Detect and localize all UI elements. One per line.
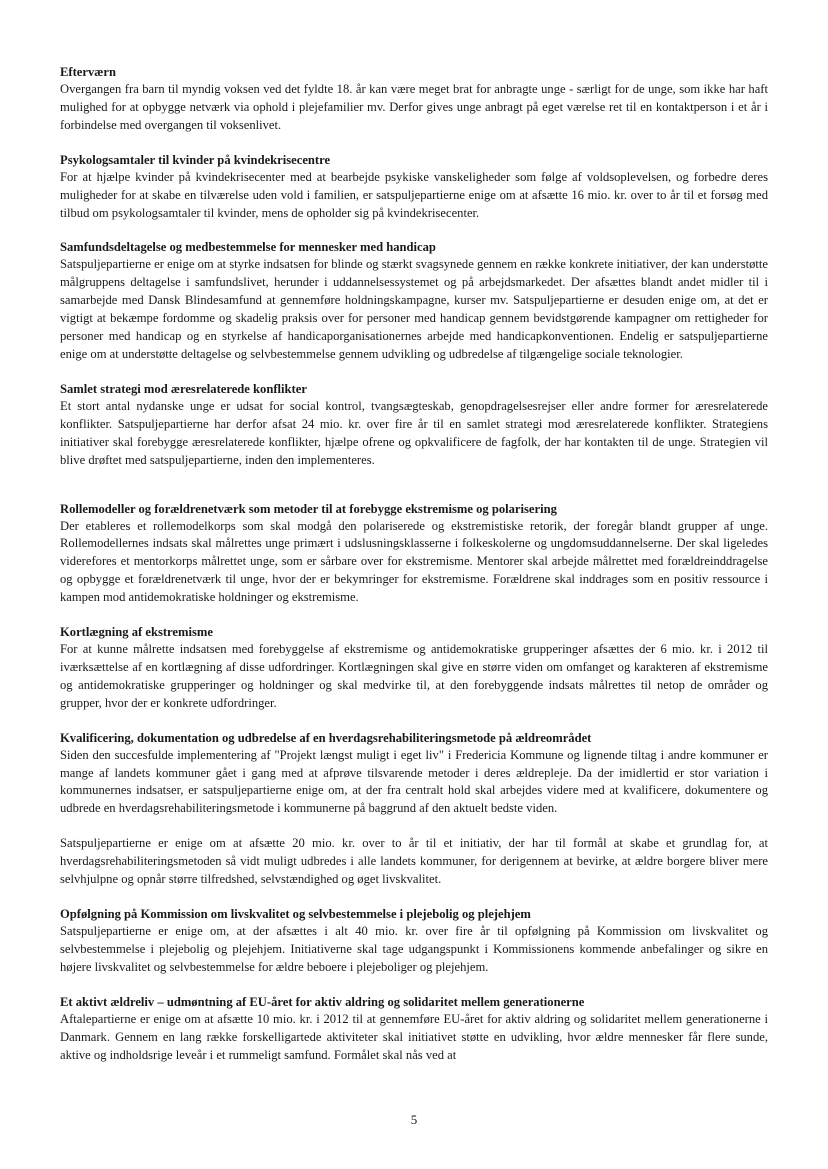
section-efterværn [60,64,768,135]
section-heading: Kvalificering, dokumentation og udbredelse af en hverdagsrehabiliteringsmetode på ældreområdet [60,730,592,745]
section-paragraph: Satspuljepartierne er enige om at afsætte 20 mio. kr. over to år til et initiativ, der har til formål at skabe et grundlag for, at hverdagsrehabiliteringsmetoden så vidt muligt udbredes i alle landets kommuner, for derigennem at bevirke, at ældre borgere bliver mere selvhjulpne og opnår større tilfredshed, selvstændighed og øget livskvalitet. [60,836,768,887]
page-number: 5 [410,1112,418,1127]
section-paragraph: Overgangen fra barn til myndig voksen ved det fyldte 18. år kan være meget brat for anbragte unge - særligt for de unge, som ikke har haft mulighed for at opbygge netværk via ophold i plejefamilier mv. Derfor gives unge anbragt på eget værelse ret til en kontaktperson i et år i forbindelse med overgangen til voksenlivet. [60,82,768,132]
section-samfundsdeltagelse [60,239,768,363]
section-hverdagsrehabilitering [60,730,768,889]
section-aeresrelaterede-konflikter [60,381,768,470]
section-heading: Samfundsdeltagelse og medbestemmelse for mennesker med handicap [60,240,436,255]
section-heading: Opfølgning på Kommission om livskvalitet og selvbestemmelse i plejebolig og plejehjem [60,907,531,921]
section-heading: Et aktivt ældreliv – udmøntning af EU-året for aktiv aldring og solidaritet mellem generationerne [60,994,585,1009]
section-paragraph: Siden den succesfulde implementering af "Projekt længst muligt i eget liv" i Fredericia Kommune og lignende tiltag i andre kommuner er mange af landets kommuner gået i gang med at afprøve tilsvarende metoder i deres ældrepleje. Da der imidlertid er stor variation i kommunernes indsatser, er satspuljepartierne enige om, at der fra centralt hold skal arbejdes videre med at kvalificere, dokumentere og udbrede en hverdagsrehabiliteringsmetode i kommunerne på baggrund af den aktuelt bedste viden. [60,747,768,816]
section-heading: Psykologsamtaler til kvinder på kvindekrisecentre [60,152,331,167]
section-paragraph: Aftalepartierne er enige om at afsætte 10 mio. kr. i 2012 til at gennemføre EU-året for aktiv aldring og solidaritet mellem generationerne i Danmark. Gennem en lang række forskelligartede aktiviteter skal initiativet støtte en udvikling, hvor ældre mennesker får flere sunde, aktive og indholdsrige leveår i et rummeligt samfund. Formålet skal nås ved at [60,1011,768,1062]
section-paragraph: For at hjælpe kvinder på kvindekrisecenter med at bearbejde psykiske vanskeligheder som følge af voldsoplevelsen, og forbedre deres muligheder for at skabe en tilværelse uden vold i familien, er satspuljepartierne enige om at afsætte 16 mio. kr. over to år til et forsøg med tilbud om psykologsamtaler til kvinder, mens de opholder sig på kvindekrisecenter. [60,169,768,220]
section-heading: Efterværn [60,65,116,79]
section-kortlaegning [60,624,768,713]
section-heading: Kortlægning af ekstremisme [60,625,213,640]
section-paragraph: For at kunne målrette indsatsen med forebyggelse af ekstremisme og antidemokratiske grupperinger afsættes der 6 mio. kr. i 2012 til iværksættelse af en kortlægning af disse udfordringer. Kortlægningen skal give en større viden om omfanget og karakteren af ekstremisme og antidemokratiske grupperinger og holdninger og skal medvirke til, at den forebyggende indsats målrettes til netop de områder og grupper, hvor der er konkrete udfordringer. [60,642,768,710]
section-paragraph: Et stort antal nydanske unge er udsat for social kontrol, tvangsægteskab, genopdragelsesrejser eller andre former for æresrelaterede konflikter. Satspuljepartierne har derfor afsat 24 mio. kr. over fire år til en samlet strategi mod æresrelaterede konflikter. Strategiens initiativer skal forebygge æresrelaterede konflikter, hjælpe ofrene og opkvalificere de fagfolk, der har kontakten til de unge. Strategien vil blive drøftet med satspuljepartierne, inden den implementeres. [60,398,768,467]
section-rollemodeller [60,501,768,608]
section-paragraph: Der etableres et rollemodelkorps som skal modgå den polariserede og ekstremistiske retorik, der foregår blandt grupper af unge. Rollemodellernes indsats skal målrettes unge primært i udslusningsklasserne i folkeskolerne og ungdomsuddannelserne. Der skal ligeledes viderefores et mentorkorps målrettet unge, som er sårbare over for ekstremisme. Mentorer skal arbejde målrettet med forældreinddragelse og opbygge et forældrenetværk til unge, hvor der er bekymringer for ekstremisme. Forældrene skal inddrages som en positiv ressource i kampen mod antidemokratiske holdninger og ekstremisme. [60,518,768,605]
section-paragraph: Satspuljepartierne er enige om at styrke indsatsen for blinde og stærkt svagsynede gennem en række konkrete initiativer, der kan understøtte målgruppens deltagelse i samfundslivet, herunder i uddannelsessystemet og på arbejdsmarkedet. Der afsættes blandt andet midler til i samarbejde med Dansk Blindesamfund at gennemføre holdningskampagne, kurser mv. Satspuljepartierne er desuden enige om, at det er vigtigt at bekæmpe fordomme og skadelig praksis over for personer med handicap gennem bevidstgørende kampagner om rettigheder for personer med handicap og en styrkelse af handicaporganisationernes arbejde med handicapkonventionen. Endelig er satspuljepartierne enige om at understøtte deltagelse og selvbestemmelse gennem udvikling og udbredelse af tilgængelige sociale teknologier. [60,257,768,361]
section-paragraph: Satspuljepartierne er enige om, at der afsættes i alt 40 mio. kr. over fire år til opfølgning på Kommission om livskvalitet og selvbestemmelse i plejebolig og plejehjem. Initiativerne skal tage udgangspunkt i Kommissionens kommende anbefalinger og sikre en højere livskvalitet og selvbestemmelse for ældre beboere i plejeboliger og plejehjem. [60,924,768,974]
section-heading: Samlet strategi mod æresrelaterede konflikter [60,381,307,396]
section-kommission-opfoelgning [60,906,768,977]
section-aktivt-aeldreliv [60,994,768,1065]
section-heading: Rollemodeller og forældrenetværk som metoder til at forebygge ekstremisme og polarisering [60,501,557,516]
document-page [60,64,768,1081]
section-psykologsamtaler [60,152,768,223]
